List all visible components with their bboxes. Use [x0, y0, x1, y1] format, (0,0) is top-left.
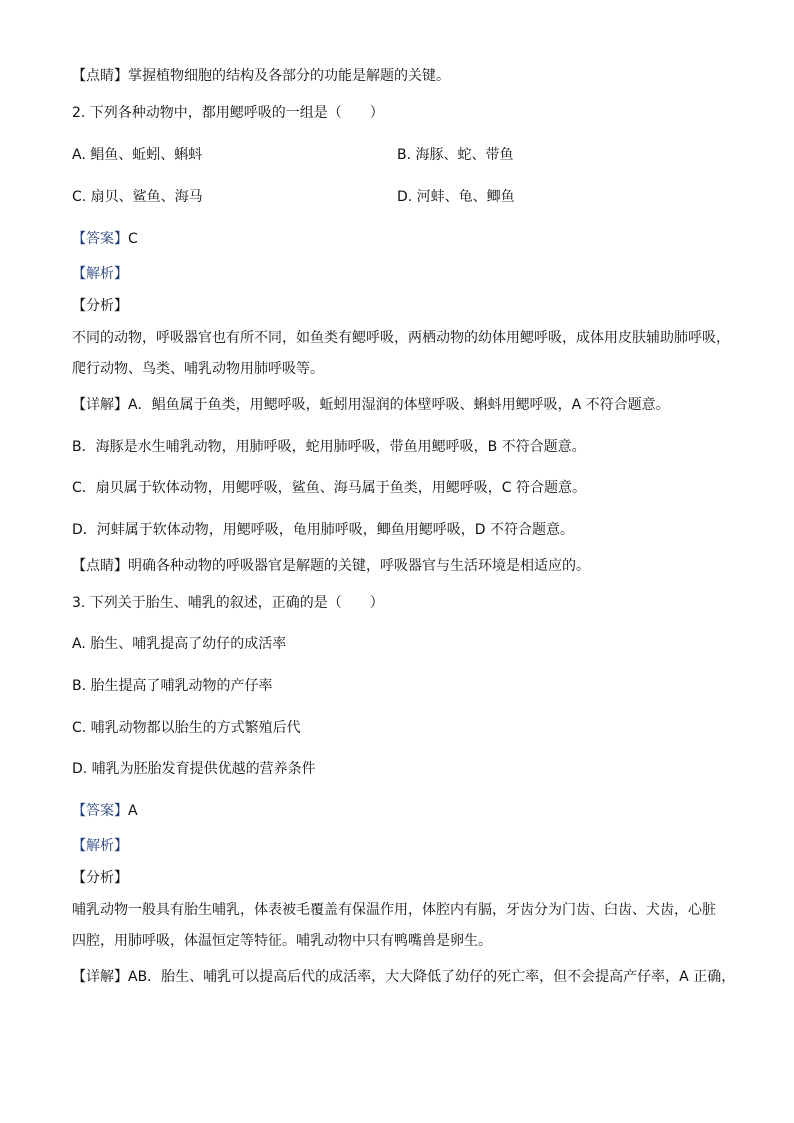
q2-fenxi-line-2: 爬行动物、鸟类、哺乳动物用肺呼吸等。	[72, 361, 324, 377]
q3-stem: 3. 下列关于胎生、哺乳的叙述，正确的是（ ）	[72, 595, 384, 611]
q2-option-c: C. 扇贝、鲨鱼、海马	[72, 189, 203, 205]
q2-option-b: B. 海豚、蛇、带鱼	[397, 147, 514, 163]
q2-analysis-tag: 【解析】	[72, 266, 128, 282]
q3-analysis-tag: 【解析】	[72, 838, 128, 854]
detail-tag: 【详解】	[72, 969, 128, 985]
detail-tag: 【详解】	[72, 397, 128, 413]
answer-tag: 【答案】	[72, 803, 128, 819]
q3-option-c: C. 哺乳动物都以胎生的方式繁殖后代	[72, 720, 301, 736]
q3-option-b: B. 胎生提高了哺乳动物的产仔率	[72, 678, 273, 694]
q2-detail-d: D．河蚌属于软体动物，用鳃呼吸，龟用肺呼吸，鲫鱼用鳃呼吸，D 不符合题意。	[72, 522, 575, 538]
detail-text: AB．胎生、哺乳可以提高后代的成活率，大大降低了幼仔的死亡率，但不会提高产仔率，A 正确，	[128, 969, 736, 985]
q2-option-d: D. 河蚌、龟、鲫鱼	[397, 189, 515, 205]
q2-fenxi-line-1: 不同的动物，呼吸器官也有所不同，如鱼类有鳃呼吸，两栖动物的幼体用鳃呼吸，成体用皮肤辅助肺呼吸，	[72, 330, 730, 346]
tip-tag: 【点睛】	[72, 558, 128, 574]
answer-value: C	[128, 231, 138, 247]
q3-option-a: A. 胎生、哺乳提高了幼仔的成活率	[72, 636, 287, 652]
answer-value: A	[128, 803, 138, 819]
tip-text: 明确各种动物的呼吸器官是解题的关键，呼吸器官与生活环境是相适应的。	[128, 558, 590, 574]
q2-detail-b: B．海豚是水生哺乳动物，用肺呼吸，蛇用肺呼吸，带鱼用鳃呼吸，B 不符合题意。	[72, 439, 586, 455]
detail-text: A．鲳鱼属于鱼类，用鳃呼吸，蚯蚓用湿润的体壁呼吸、蝌蚪用鳃呼吸，A 不符合题意。	[128, 397, 670, 413]
tip-text: 掌握植物细胞的结构及各部分的功能是解题的关键。	[128, 68, 450, 84]
q3-detail-ab	[72, 967, 735, 987]
q2-option-a: A. 鲳鱼、蚯蚓、蝌蚪	[72, 147, 203, 163]
prev-tip-line	[72, 66, 450, 86]
q3-fenxi-line-1: 哺乳动物一般具有胎生哺乳，体表被毛覆盖有保温作用，体腔内有膈，牙齿分为门齿、臼齿、犬齿，心脏	[72, 902, 716, 918]
q2-tip	[72, 556, 590, 576]
q2-stem: 2. 下列各种动物中，都用鳃呼吸的一组是（ ）	[72, 105, 384, 121]
q3-option-d: D. 哺乳为胚胎发育提供优越的营养条件	[72, 761, 316, 777]
answer-tag: 【答案】	[72, 231, 128, 247]
tip-tag: 【点睛】	[72, 68, 128, 84]
q2-answer	[72, 229, 138, 249]
q3-answer	[72, 801, 138, 821]
q2-fenxi-tag: 【分析】	[72, 298, 128, 314]
q2-detail-a	[72, 395, 670, 415]
q3-fenxi-line-2: 四腔，用肺呼吸，体温恒定等特征。哺乳动物中只有鸭嘴兽是卵生。	[72, 933, 492, 949]
q3-fenxi-tag: 【分析】	[72, 870, 128, 886]
q2-detail-c: C．扇贝属于软体动物，用鳃呼吸，鲨鱼、海马属于鱼类，用鳃呼吸，C 符合题意。	[72, 480, 586, 496]
